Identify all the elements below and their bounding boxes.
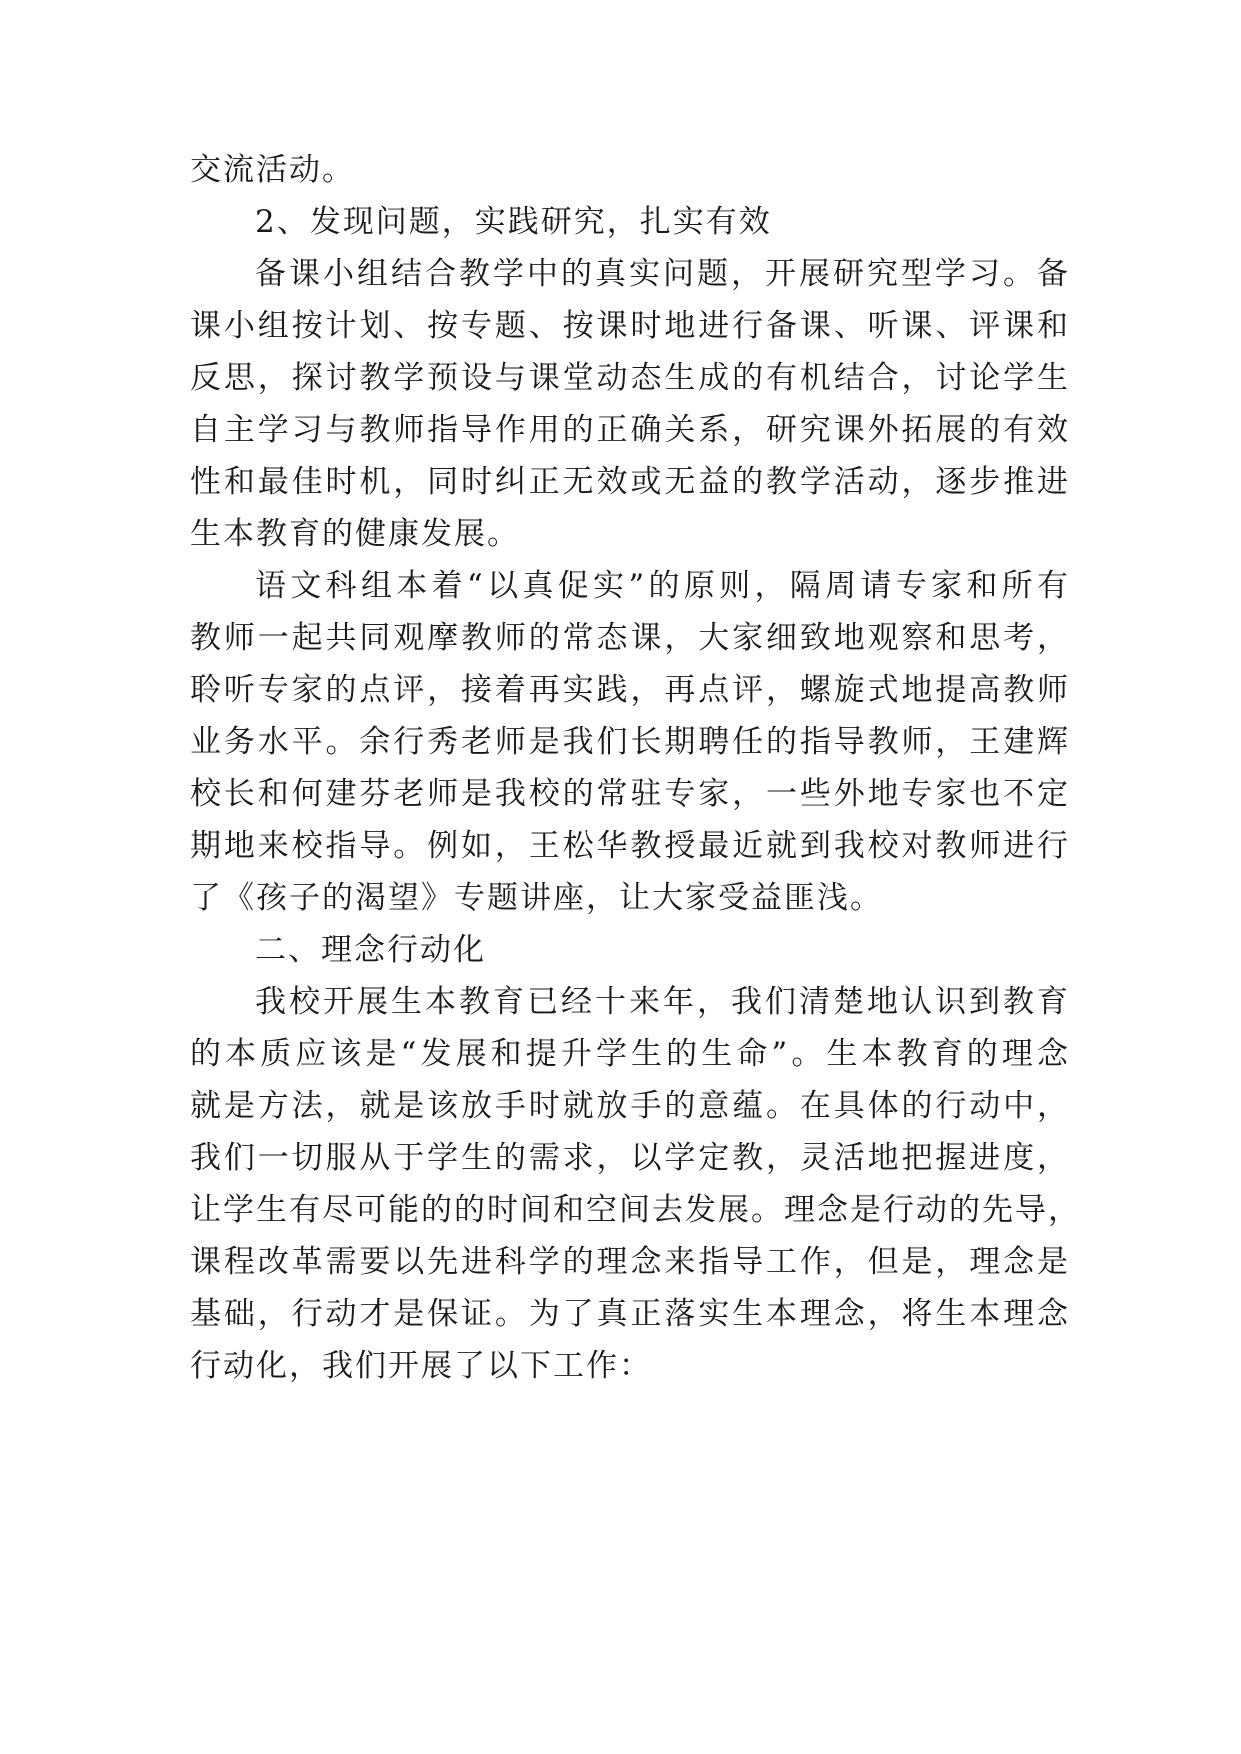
text-line: 的本质应该是“发展和提升学生的生命”。生本教育的理念 — [190, 1036, 1070, 1072]
text-line: 性和最佳时机，同时纠正无效或无益的教学活动，逐步推进 — [190, 464, 1070, 500]
text-line: 基础，行动才是保证。为了真正落实生本理念，将生本理念 — [190, 1296, 1070, 1332]
text-line: 课小组按计划、按专题、按课时地进行备课、听课、评课和 — [190, 308, 1070, 344]
text-line: 校长和何建芬老师是我校的常驻专家，一些外地专家也不定 — [190, 776, 1070, 812]
text-line: 业务水平。余行秀老师是我们长期聘任的指导教师，王建辉 — [190, 724, 1070, 760]
text-line: 语文科组本着“以真促实”的原则，隔周请专家和所有 — [255, 568, 1070, 604]
text-line: 我校开展生本教育已经十来年，我们清楚地认识到教育 — [255, 984, 1070, 1020]
text-line: 反思，探讨教学预设与课堂动态生成的有机结合，讨论学生 — [190, 360, 1070, 396]
text-line: 备课小组结合教学中的真实问题，开展研究型学习。备 — [255, 256, 1070, 292]
text-line: 就是方法，就是该放手时就放手的意蕴。在具体的行动中， — [190, 1088, 1070, 1124]
text-line: 聆听专家的点评，接着再实践，再点评，螺旋式地提高教师 — [190, 672, 1070, 708]
text-line: 自主学习与教师指导作用的正确关系，研究课外拓展的有效 — [190, 412, 1070, 448]
text-line: 了《孩子的渴望》专题讲座，让大家受益匪浅。 — [190, 880, 883, 916]
text-line: 期地来校指导。例如，王松华教授最近就到我校对教师进行 — [190, 828, 1070, 864]
subheading: 2、发现问题，实践研究，扎实有效 — [255, 204, 772, 240]
text-line: 让学生有尽可能的的时间和空间去发展。理念是行动的先导， — [190, 1192, 1081, 1228]
text-line: 教师一起共同观摩教师的常态课，大家细致地观察和思考， — [190, 620, 1070, 656]
text-line: 行动化，我们开展了以下工作： — [190, 1348, 652, 1384]
text-line: 生本教育的健康发展。 — [190, 516, 520, 552]
text-line: 我们一切服从于学生的需求，以学定教，灵活地把握进度， — [190, 1140, 1070, 1176]
text-line: 课程改革需要以先进科学的理念来指导工作，但是，理念是 — [190, 1244, 1070, 1280]
text-line: 交流活动。 — [190, 152, 355, 188]
section-heading: 二、理念行动化 — [255, 932, 486, 968]
